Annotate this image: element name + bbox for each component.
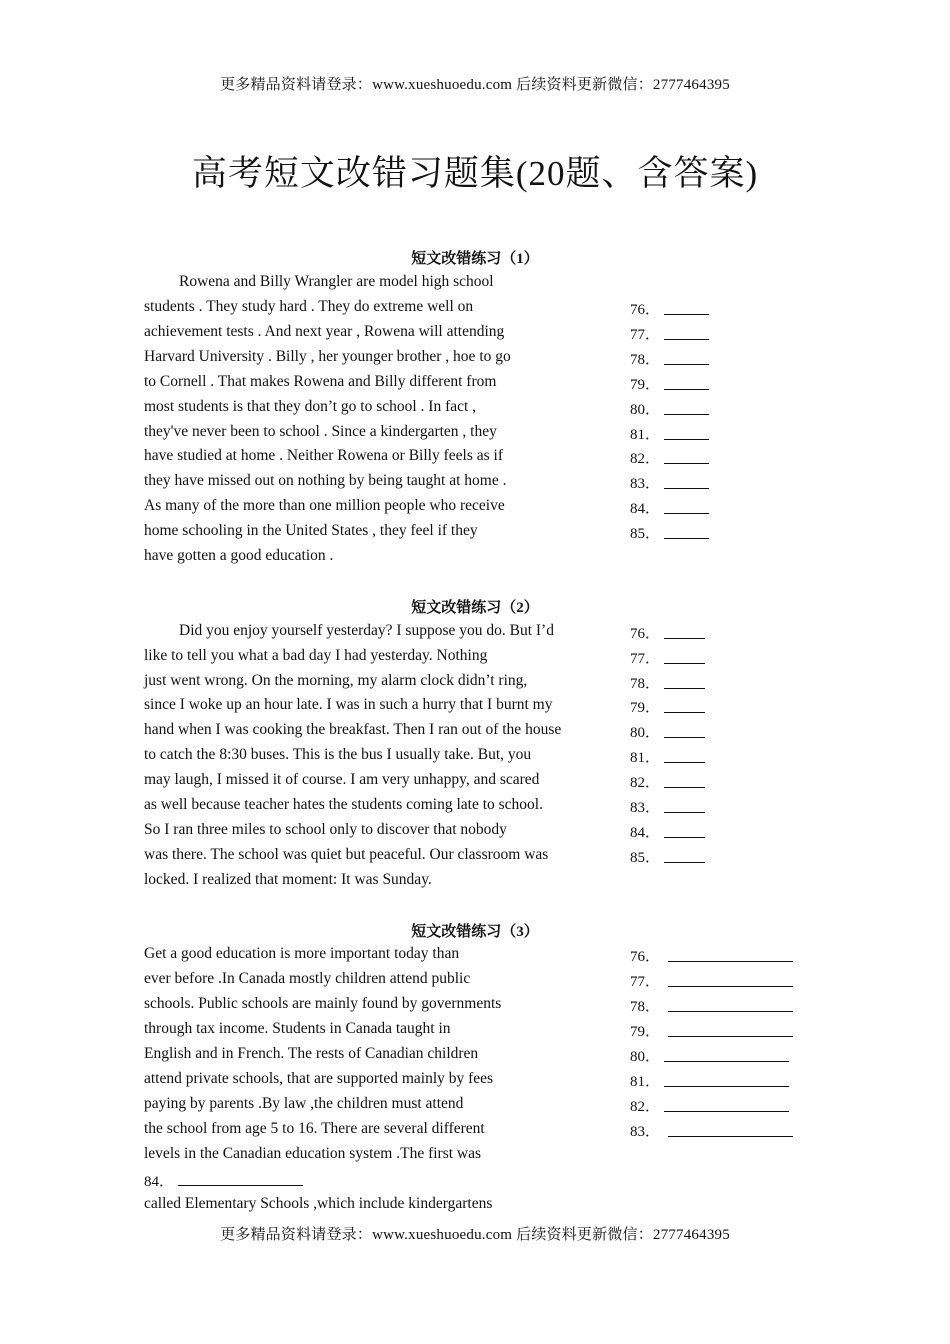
section-2-line: may laugh, I missed it of course. I am very unhappy, and scared — [144, 771, 540, 788]
section-2-line: since I woke up an hour late. I was in such a hurry that I burnt my — [144, 696, 553, 713]
answer-number: 78． — [630, 999, 661, 1015]
section-3-line: English and in French. The rests of Canadian children — [144, 1045, 479, 1062]
answer-number: 81． — [630, 427, 661, 443]
page-header: 更多精品资料请登录：www.xueshuoedu.com 后续资料更新微信：2777464395 — [220, 77, 730, 93]
section-3-line: schools. Public schools are mainly found by governments — [144, 995, 502, 1012]
answer-number: 80． — [630, 725, 661, 741]
section-1-line: have gotten a good education . — [144, 547, 334, 564]
answer-blank[interactable] — [664, 812, 705, 813]
answer-number: 78． — [630, 352, 661, 368]
answer-blank[interactable] — [664, 1111, 789, 1112]
section-3-line: through tax income. Students in Canada taught in — [144, 1020, 451, 1037]
page-title: 高考短文改错习题集(20题、含答案) — [191, 154, 759, 193]
answer-blank[interactable] — [664, 538, 709, 539]
section-1-line: to Cornell . That makes Rowena and Billy different from — [144, 373, 497, 390]
answer-blank[interactable] — [664, 712, 705, 713]
answer-number: 83． — [630, 800, 661, 816]
section-3-line: paying by parents .By law ,the children must attend — [144, 1095, 464, 1112]
answer-blank[interactable] — [668, 986, 793, 987]
answer-blank[interactable] — [664, 862, 705, 863]
answer-blank[interactable] — [664, 314, 709, 315]
answer-number: 77． — [630, 974, 661, 990]
section-2-line: hand when I was cooking the breakfast. Then I ran out of the house — [144, 721, 562, 738]
answer-blank[interactable] — [664, 439, 709, 440]
section-3-line: Get a good education is more important today than — [144, 945, 460, 962]
answer-number: 84． — [630, 825, 661, 841]
answer-number: 80． — [630, 402, 661, 418]
section-1-line: they have missed out on nothing by being taught at home . — [144, 472, 507, 489]
answer-number: 76． — [630, 626, 661, 642]
answer-number: 79． — [630, 1024, 661, 1040]
section-1-line: Harvard University . Billy , her younger brother , hoe to go — [144, 348, 511, 365]
answer-number: 77． — [630, 327, 661, 343]
answer-number: 82． — [630, 1099, 661, 1115]
answer-number: 80． — [630, 1049, 661, 1065]
answer-number: 82． — [630, 775, 661, 791]
answer-number: 79． — [630, 377, 661, 393]
answer-blank[interactable] — [178, 1184, 303, 1186]
answer-blank[interactable] — [664, 488, 709, 489]
answer-blank[interactable] — [668, 1136, 793, 1137]
answer-number: 79． — [630, 700, 661, 716]
answer-number: 82． — [630, 451, 661, 467]
section-1-line: Rowena and Billy Wrangler are model high school — [179, 273, 494, 290]
answer-number: 83． — [630, 1124, 661, 1140]
answer-blank[interactable] — [664, 389, 709, 390]
section-2-line: just went wrong. On the morning, my alarm clock didn’t ring, — [144, 672, 528, 689]
section-2-line: So I ran three miles to school only to discover that nobody — [144, 821, 507, 838]
answer-blank[interactable] — [664, 787, 705, 788]
section-1-line: As many of the more than one million people who receive — [144, 497, 505, 514]
section-1-line: they've never been to school . Since a kindergarten , they — [144, 423, 497, 440]
answer-blank[interactable] — [664, 762, 705, 763]
answer-number: 76． — [630, 949, 661, 965]
section-3-inline-answer — [144, 1170, 303, 1191]
answer-blank[interactable] — [664, 737, 705, 738]
section-2-line: to catch the 8:30 buses. This is the bus I usually take. But, you — [144, 746, 532, 763]
section-3-line: the school from age 5 to 16. There are several different — [144, 1120, 485, 1137]
section-2-line: locked. I realized that moment: It was Sunday. — [144, 871, 432, 888]
section-2-title: 短文改错练习（2） — [411, 600, 539, 616]
answer-blank[interactable] — [668, 1036, 793, 1037]
answer-number: 83． — [630, 476, 661, 492]
answer-blank[interactable] — [664, 414, 709, 415]
answer-blank[interactable] — [668, 1011, 793, 1012]
section-2-line: was there. The school was quiet but peaceful. Our classroom was — [144, 846, 549, 863]
answer-blank[interactable] — [664, 1061, 789, 1062]
answer-number: 84． — [144, 1174, 175, 1190]
answer-blank[interactable] — [668, 961, 793, 962]
answer-number: 76． — [630, 302, 661, 318]
section-2-line: Did you enjoy yourself yesterday? I suppose you do. But I’d — [179, 622, 554, 639]
answer-blank[interactable] — [664, 638, 705, 639]
answer-blank[interactable] — [664, 663, 705, 664]
section-3-line: attend private schools, that are supported mainly by fees — [144, 1070, 494, 1087]
answer-number: 81． — [630, 750, 661, 766]
section-3-title: 短文改错练习（3） — [411, 924, 539, 940]
answer-number: 84． — [630, 501, 661, 517]
section-1-line: home schooling in the United States , they feel if they — [144, 522, 478, 539]
answer-blank[interactable] — [664, 339, 709, 340]
answer-number: 77． — [630, 651, 661, 667]
section-2-line: as well because teacher hates the students coming late to school. — [144, 796, 543, 813]
section-1-line: achievement tests . And next year , Rowena will attending — [144, 323, 505, 340]
section-1-line: most students is that they don’t go to school . In fact , — [144, 398, 477, 415]
answer-number: 85． — [630, 850, 661, 866]
answer-blank[interactable] — [664, 688, 705, 689]
answer-number: 85． — [630, 526, 661, 542]
section-1-title: 短文改错练习（1） — [411, 251, 539, 267]
answer-number: 81． — [630, 1074, 661, 1090]
section-2-line: like to tell you what a bad day I had yesterday. Nothing — [144, 647, 488, 664]
answer-blank[interactable] — [664, 364, 709, 365]
section-3-line: called Elementary Schools ,which include kindergartens — [144, 1195, 493, 1212]
answer-blank[interactable] — [664, 463, 709, 464]
answer-blank[interactable] — [664, 837, 705, 838]
section-3-line: levels in the Canadian education system .The first was — [144, 1145, 482, 1162]
page-footer: 更多精品资料请登录：www.xueshuoedu.com 后续资料更新微信：2777464395 — [220, 1227, 730, 1243]
section-1-line: students . They study hard . They do extreme well on — [144, 298, 474, 315]
section-1-line: have studied at home . Neither Rowena or Billy feels as if — [144, 447, 503, 464]
answer-blank[interactable] — [664, 513, 709, 514]
section-3-line: ever before .In Canada mostly children attend public — [144, 970, 471, 987]
answer-number: 78． — [630, 676, 661, 692]
answer-blank[interactable] — [664, 1086, 789, 1087]
